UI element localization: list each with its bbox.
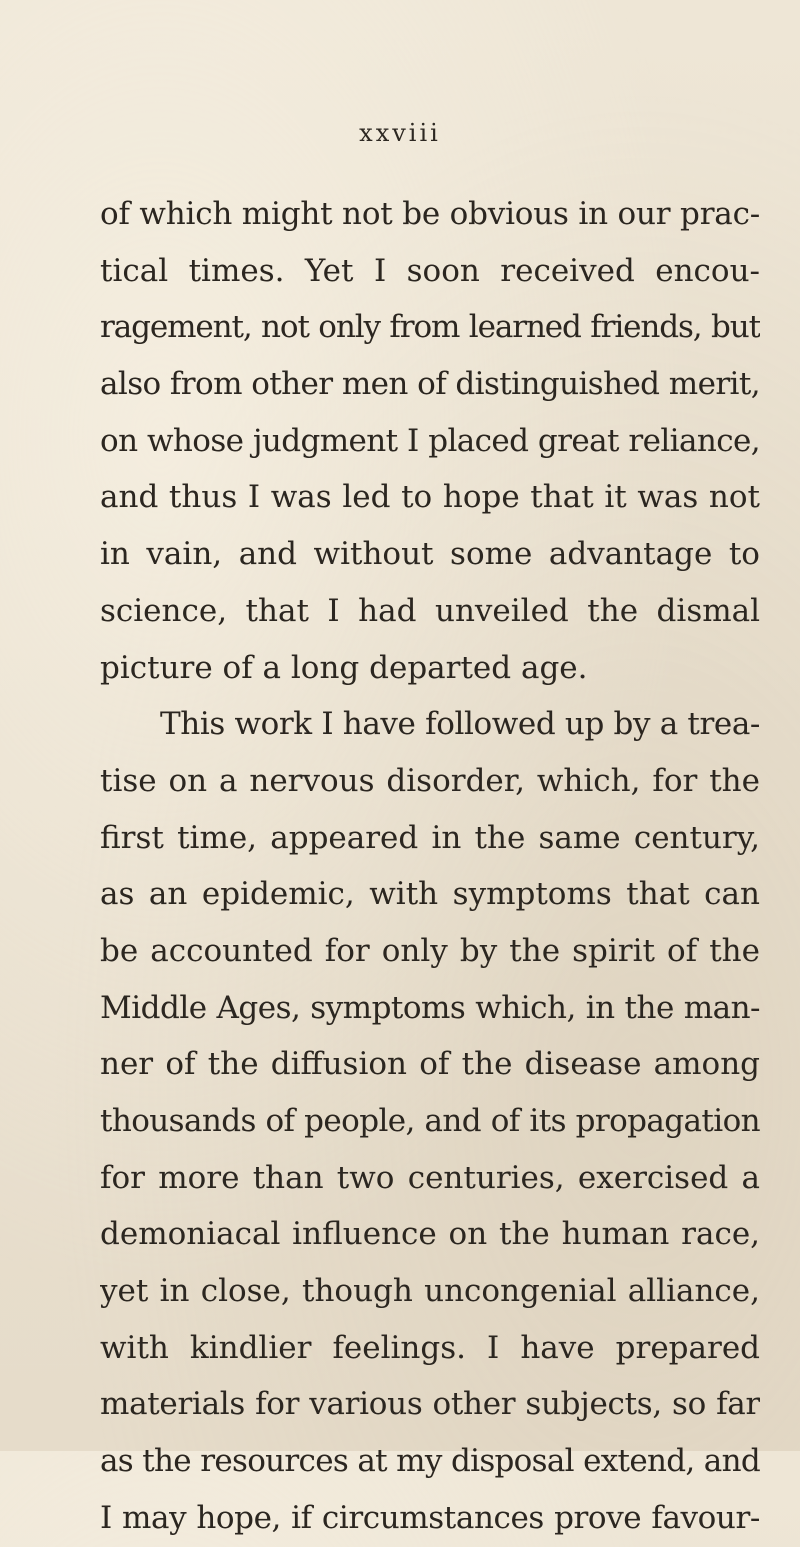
text-line: I may hope, if circumstances prove favour- xyxy=(100,1499,760,1536)
text-line: with kindlier feelings. I have prepared xyxy=(100,1329,760,1366)
text-line: also from other men of distinguished merit, xyxy=(100,366,760,403)
text-line: ragement, not only from learned friends, but xyxy=(100,309,760,346)
text-line: demoniacal influence on the human race, xyxy=(100,1216,760,1253)
text-line: as the resources at my disposal extend, and xyxy=(100,1443,760,1480)
text-line: tical times. Yet I soon received encou- xyxy=(100,252,760,289)
text-line: tise on a nervous disorder, which, for the xyxy=(100,762,760,799)
text-line: in vain, and without some advantage to xyxy=(100,536,760,573)
text-line: thousands of people, and of its propagation xyxy=(100,1103,760,1139)
text-line: of which might not be obvious in our prac- xyxy=(100,196,760,232)
text-line: as an epidemic, with symptoms that can xyxy=(100,876,760,913)
text-line: be accounted for only by the spirit of the xyxy=(100,932,760,969)
body-text xyxy=(100,186,760,1547)
text-line: yet in close, though uncongenial alliance, xyxy=(100,1273,760,1310)
text-line: science, that I had unveiled the dismal xyxy=(100,592,760,629)
paragraph-end-line: picture of a long departed age. xyxy=(100,649,588,686)
text-line: and thus I was led to hope that it was not xyxy=(100,479,760,516)
text-line: on whose judgment I placed great reliance, xyxy=(100,422,760,459)
text-line: ner of the diffusion of the disease among xyxy=(100,1046,760,1083)
text-line: Middle Ages, symptoms which, in the man- xyxy=(100,989,760,1026)
text-line: for more than two centuries, exercised a xyxy=(100,1159,760,1196)
page-number: xxviii xyxy=(359,119,441,147)
text-line: first time, appeared in the same century, xyxy=(100,819,760,856)
text-line: materials for various other subjects, so far xyxy=(100,1386,760,1423)
paragraph-start-line: This work I have followed up by a trea- xyxy=(160,706,760,743)
